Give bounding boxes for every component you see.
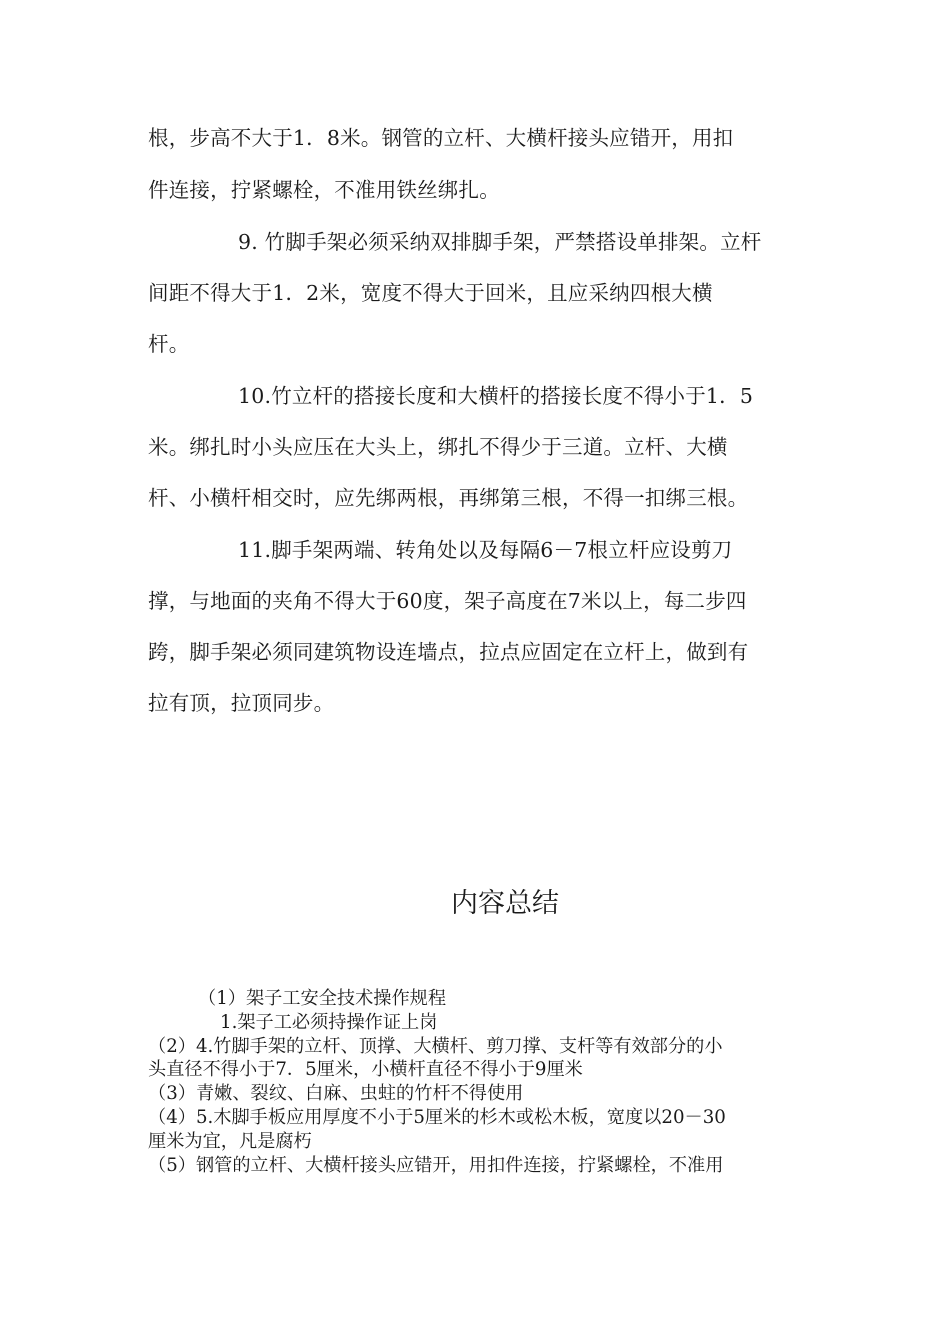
body-paragraph-10: 10.竹立杆的搭接长度和大横杆的搭接长度不得小于1．5	[238, 384, 754, 408]
summary-line-4: 头直径不得小于7．5厘米，小横杆直径不得小于9厘米	[148, 1059, 583, 1080]
body-line-10: 撑，与地面的夹角不得大于60度，架子高度在7米以上，每二步四	[148, 589, 747, 613]
body-line-5: 杆。	[148, 332, 190, 356]
summary-line-5: （3）青嫩、裂纹、白麻、虫蛀的竹杆不得使用	[148, 1083, 524, 1104]
body-line-4: 间距不得大于1．2米，宽度不得大于回米，且应采纳四根大横	[148, 281, 713, 305]
body-paragraph-11: 11.脚手架两端、转角处以及每隔6－7根立杆应设剪刀	[238, 538, 733, 562]
summary-title: 内容总结	[451, 888, 559, 919]
body-paragraph-9: 9. 竹脚手架必须采纳双排脚手架，严禁搭设单排架。立杆	[238, 230, 762, 254]
summary-line-1: （1）架子工安全技术操作规程	[198, 988, 447, 1009]
body-line-2: 件连接，拧紧螺栓，不准用铁丝绑扎。	[148, 178, 500, 202]
body-line-12: 拉有顶，拉顶同步。	[148, 691, 335, 715]
summary-line-8: （5）钢管的立杆、大横杆接头应错开，用扣件连接，拧紧螺栓，不准用	[148, 1155, 724, 1176]
body-line-11: 跨，脚手架必须同建筑物设连墙点，拉点应固定在立杆上，做到有	[148, 640, 749, 664]
body-line-7: 米。绑扎时小头应压在大头上，绑扎不得少于三道。立杆、大横	[148, 435, 728, 459]
body-line-8: 杆、小横杆相交时，应先绑两根，再绑第三根，不得一扣绑三根。	[148, 486, 749, 510]
summary-line-6: （4）5.木脚手板应用厚度不小于5厘米的杉木或松木板，宽度以20－30	[148, 1107, 726, 1128]
summary-line-2: 1.架子工必须持操作证上岗	[220, 1012, 438, 1033]
summary-line-3: （2）4.竹脚手架的立杆、顶撑、大横杆、剪刀撑、支杆等有效部分的小	[148, 1036, 723, 1057]
body-line-1: 根，步高不大于1．8米。钢管的立杆、大横杆接头应错开，用扣	[148, 126, 734, 150]
summary-line-7: 厘米为宜，凡是腐朽	[148, 1131, 312, 1152]
